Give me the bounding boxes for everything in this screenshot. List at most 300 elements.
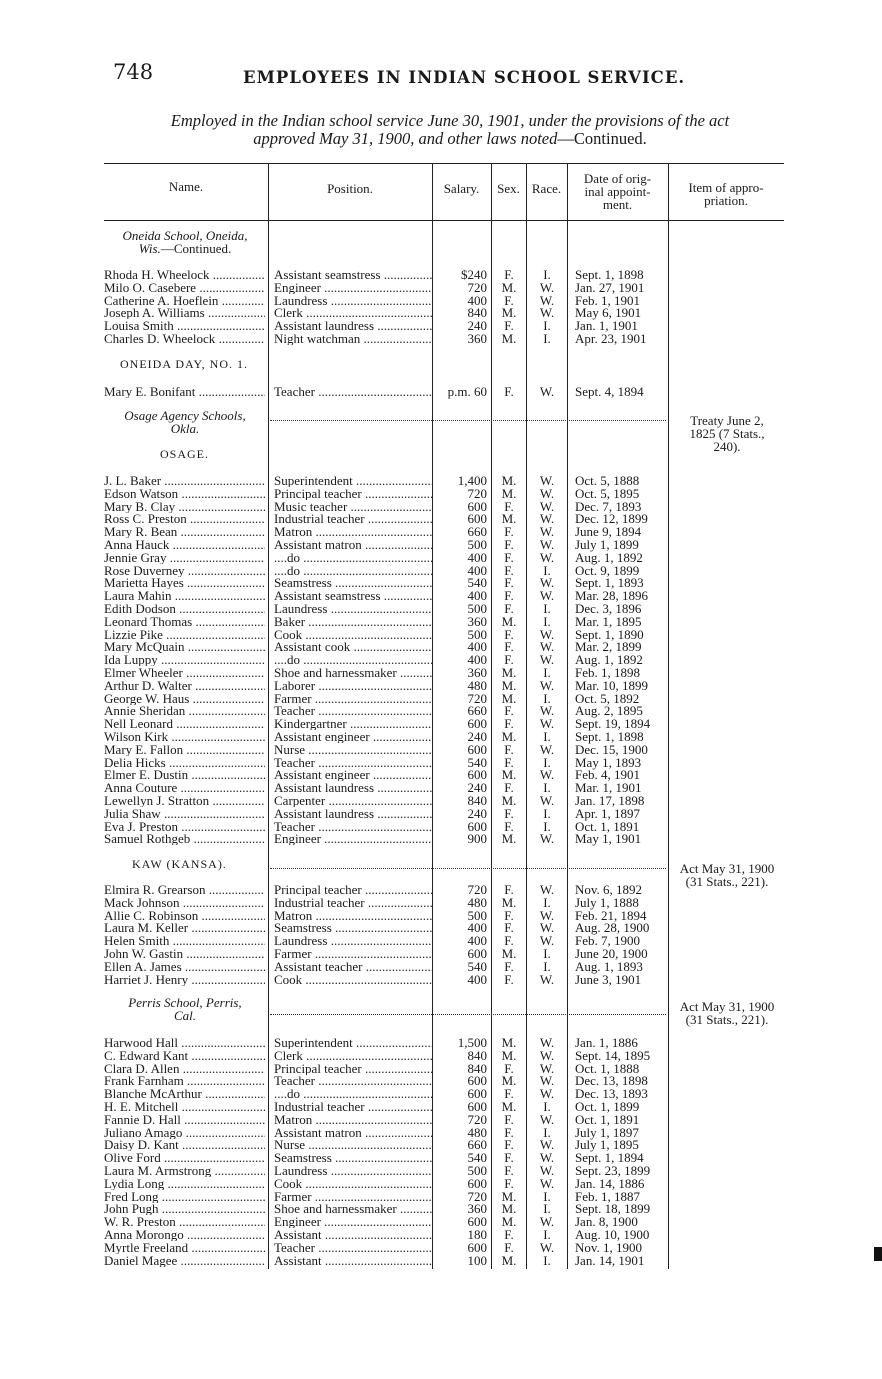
table-row: [0, 832, 882, 845]
employee-salary: 600: [467, 1214, 487, 1230]
employee-name: Daniel Magee .....: [104, 1254, 265, 1267]
table-row: [0, 281, 882, 294]
employee-sex: F.: [504, 575, 514, 591]
employee-sex: F.: [504, 1086, 514, 1102]
employee-position: Engineer .....: [274, 832, 432, 845]
employee-race: W.: [539, 907, 555, 923]
table-row: [0, 589, 882, 602]
table-row: [0, 730, 882, 743]
employee-name: Samuel Rothgeb .....: [104, 832, 265, 845]
section-heading-line: Cal.: [173, 1008, 197, 1023]
employee-name: Joseph A. Williams .....: [104, 306, 265, 319]
employee-race: I.: [543, 780, 551, 796]
appointment-date: Dec. 12, 1899: [575, 511, 648, 527]
employee-salary: 720: [467, 690, 487, 706]
appointment-date: Apr. 23, 1901: [575, 331, 647, 346]
employee-name: Lizzie Pike .....: [104, 628, 265, 641]
employee-sex: F.: [504, 562, 514, 578]
employee-name: Blanche McArthur .....: [104, 1087, 265, 1100]
appointment-date: Sept. 1, 1898: [575, 267, 644, 282]
section-heading-continued: —Continued.: [160, 241, 232, 256]
appointment-date: Aug. 10, 1900: [575, 1227, 650, 1242]
employee-name: Edith Dodson .....: [104, 602, 265, 615]
table-row: [0, 1241, 882, 1254]
employee-position: Matron .....: [274, 1113, 432, 1126]
employee-name: Laura M. Armstrong .....: [104, 1164, 265, 1177]
employee-race: W.: [539, 831, 555, 847]
table-row: [0, 1228, 882, 1241]
appointment-date: Sept. 4, 1894: [575, 384, 644, 399]
employee-sex: F.: [504, 780, 514, 796]
appropriation-line: Act May 31, 1900: [679, 999, 775, 1014]
employee-race: I.: [543, 331, 551, 346]
employee-sex: F.: [504, 1124, 514, 1140]
employee-race: I.: [543, 613, 551, 629]
appropriation-perris: [672, 1000, 782, 1026]
employee-salary: 400: [467, 639, 487, 655]
employee-sex: F.: [504, 703, 514, 719]
employee-salary: 500: [467, 626, 487, 642]
table-row: [0, 1087, 882, 1100]
employee-sex: F.: [504, 292, 514, 308]
employee-salary: 500: [467, 1163, 487, 1178]
employee-position: ....do .....: [274, 1087, 432, 1100]
table-row: [0, 921, 882, 934]
employee-position: Principal teacher .....: [274, 1062, 432, 1075]
header-sex: Sex.: [497, 181, 520, 196]
appointment-date: July 1, 1895: [575, 1137, 639, 1153]
employee-race: W.: [539, 793, 555, 808]
employee-position: Shoe and harnessmaker .....: [274, 666, 432, 679]
employee-position: Baker .....: [274, 615, 432, 628]
employee-salary: 240: [467, 729, 487, 744]
employee-sex: M.: [501, 1188, 517, 1204]
employee-race: I.: [543, 754, 551, 770]
appointment-date: Sept. 1, 1893: [575, 575, 644, 591]
employee-position: Teacher .....: [274, 1241, 432, 1254]
employee-position: Kindergartner .....: [274, 717, 432, 730]
employee-race: W.: [539, 588, 555, 604]
employee-position: Cook .....: [274, 973, 432, 986]
table-row: [0, 717, 882, 730]
table-row: [0, 704, 882, 717]
employee-race: W.: [539, 1111, 555, 1127]
employee-sex: M.: [501, 485, 517, 501]
appointment-date: June 20, 1900: [575, 946, 648, 961]
appointment-date: Jan. 27, 1901: [575, 279, 645, 295]
table-row: [0, 666, 882, 679]
table-top-rule: [104, 163, 784, 164]
table-row: [0, 756, 882, 769]
employee-race: I.: [543, 818, 551, 834]
appointment-date: Aug. 1, 1893: [575, 958, 643, 974]
employee-race: W.: [539, 639, 555, 655]
caption-line-2: [112, 130, 788, 148]
table-row: [0, 960, 882, 973]
employee-salary: 100: [467, 1252, 487, 1268]
appointment-date: Feb. 4, 1901: [575, 767, 640, 783]
table-row: [0, 385, 882, 398]
section-heading-perris: [104, 996, 266, 1022]
table-row: [0, 1215, 882, 1228]
employee-salary: 840: [467, 793, 487, 808]
employee-race: W.: [539, 716, 555, 732]
employee-name: Mary E. Bonifant .....: [104, 385, 265, 398]
table-row: [0, 692, 882, 705]
employee-name: Laura M. Keller .....: [104, 921, 265, 934]
employee-name: Olive Ford .....: [104, 1151, 265, 1164]
appointment-date: Sept. 14, 1895: [575, 1047, 651, 1063]
employee-name: Rhoda H. Wheelock .....: [104, 268, 265, 281]
employee-sex: F.: [504, 920, 514, 936]
employee-position: Laborer .....: [274, 679, 432, 692]
employee-name: J. L. Baker .....: [104, 474, 265, 487]
employee-name: H. E. Mitchell .....: [104, 1100, 265, 1113]
employee-salary: 540: [467, 1150, 487, 1166]
header-date-line: ment.: [602, 197, 633, 212]
appointment-date: July 1, 1897: [575, 1124, 639, 1140]
employee-salary: 600: [467, 1099, 487, 1114]
employee-name: Fannie D. Hall .....: [104, 1113, 265, 1126]
employee-salary: 600: [467, 741, 487, 757]
appointment-date: Sept. 1, 1894: [575, 1150, 644, 1166]
employee-position: Music teacher .....: [274, 500, 432, 513]
employee-name: Milo O. Casebere .....: [104, 281, 265, 294]
appointment-date: Nov. 1, 1900: [575, 1239, 643, 1255]
table-row: [0, 820, 882, 833]
employee-position: Industrial teacher .....: [274, 512, 432, 525]
section-heading-oneida: [104, 229, 266, 255]
section-heading-line: Perris School, Perris,: [128, 995, 242, 1010]
employee-race: W.: [539, 1073, 555, 1089]
appointment-date: Mar. 2, 1899: [575, 639, 642, 655]
table-caption: [112, 112, 788, 148]
table-row: [0, 551, 882, 564]
employee-sex: F.: [504, 267, 514, 282]
employee-sex: M.: [501, 1047, 517, 1063]
employee-race: I.: [543, 958, 551, 974]
employee-race: W.: [539, 703, 555, 719]
appointment-date: Dec. 7, 1893: [575, 498, 642, 514]
employee-name: Mary McQuain .....: [104, 640, 265, 653]
employee-position: Teacher .....: [274, 385, 432, 398]
table-row: [0, 615, 882, 628]
employee-name: Annie Sheridan .....: [104, 704, 265, 717]
employee-name: Edson Watson .....: [104, 487, 265, 500]
employee-position: Farmer .....: [274, 947, 432, 960]
employee-name: Charles D. Wheelock .....: [104, 332, 265, 345]
employee-salary: 360: [467, 665, 487, 680]
header-bottom-rule: [104, 220, 784, 221]
employee-salary: 600: [467, 818, 487, 834]
employee-position: Laundress .....: [274, 294, 432, 307]
employee-name: Arthur D. Walter .....: [104, 679, 265, 692]
appointment-date: Feb. 7, 1900: [575, 933, 640, 949]
employee-position: Assistant matron .....: [274, 538, 432, 551]
employee-position: Nurse .....: [274, 743, 432, 756]
table-row: [0, 564, 882, 577]
employee-position: Clerk .....: [274, 306, 432, 319]
employee-salary: 720: [467, 485, 487, 501]
appointment-date: Feb. 21, 1894: [575, 907, 647, 923]
employee-race: W.: [539, 1214, 555, 1230]
appointment-date: Jan. 14, 1886: [575, 1175, 645, 1191]
table-row: [0, 538, 882, 551]
employee-position: Teacher .....: [274, 704, 432, 717]
employee-sex: M.: [501, 1252, 517, 1268]
employee-race: I.: [543, 1201, 551, 1217]
employee-race: W.: [539, 1163, 555, 1178]
employee-race: I.: [543, 267, 551, 282]
employee-salary: 400: [467, 652, 487, 668]
running-head: EMPLOYEES IN INDIAN SCHOOL SERVICE.: [243, 68, 686, 87]
employee-salary: $240: [461, 267, 487, 282]
employee-race: W.: [539, 524, 555, 540]
employee-position: Assistant .....: [274, 1228, 432, 1241]
employee-salary: 400: [467, 292, 487, 308]
appointment-date: Oct. 1, 1899: [575, 1099, 640, 1114]
employee-sex: M.: [501, 946, 517, 961]
page-number: 748: [113, 60, 154, 84]
employee-salary: 1,500: [457, 1035, 487, 1050]
employee-sex: F.: [504, 537, 514, 552]
table-row: [0, 1100, 882, 1113]
employee-position: Laundress .....: [274, 1164, 432, 1177]
employee-name: Lewellyn J. Stratton .....: [104, 794, 265, 807]
employee-sex: F.: [504, 1163, 514, 1178]
employee-position: Seamstress .....: [274, 1151, 432, 1164]
employee-race: W.: [539, 971, 555, 987]
employee-position: Shoe and harnessmaker .....: [274, 1202, 432, 1215]
appointment-date: May 1, 1893: [575, 754, 642, 770]
employee-sex: F.: [504, 588, 514, 604]
employee-position: Superintendent .....: [274, 1036, 432, 1049]
appointment-date: May 6, 1901: [575, 305, 642, 321]
table-row: [0, 1202, 882, 1215]
employee-salary: 660: [467, 1137, 487, 1153]
appropriation-osage: [672, 414, 782, 453]
employee-position: ....do .....: [274, 564, 432, 577]
employee-salary: 480: [467, 894, 487, 910]
employee-race: W.: [539, 652, 555, 668]
appointment-date: Feb. 1, 1901: [575, 292, 640, 308]
appointment-date: Sept. 1, 1898: [575, 729, 644, 744]
employee-salary: 600: [467, 767, 487, 783]
employee-position: Seamstress .....: [274, 921, 432, 934]
employee-sex: F.: [504, 626, 514, 642]
employee-race: W.: [539, 384, 555, 399]
header-appropriation-line: Item of appro-: [688, 180, 764, 195]
section-heading-osage-agency: [104, 409, 266, 435]
appointment-date: Sept. 1, 1890: [575, 626, 644, 642]
appointment-date: May 1, 1901: [575, 831, 642, 847]
employee-name: W. R. Preston .....: [104, 1215, 265, 1228]
header-appropriation: [668, 181, 784, 207]
section-rule: [270, 420, 666, 421]
employee-salary: 480: [467, 677, 487, 693]
employee-sex: M.: [501, 1073, 517, 1089]
appropriation-line: 240).: [713, 439, 741, 454]
employee-position: ....do .....: [274, 551, 432, 564]
employee-sex: M.: [501, 1035, 517, 1050]
header-date: [567, 172, 668, 211]
employee-salary: 500: [467, 907, 487, 923]
table-row: [0, 1254, 882, 1267]
employee-sex: F.: [504, 971, 514, 987]
appointment-date: Oct. 5, 1892: [575, 690, 640, 706]
employee-sex: F.: [504, 1111, 514, 1127]
employee-name: Mary E. Fallon .....: [104, 743, 265, 756]
employee-salary: 240: [467, 780, 487, 796]
table-row: [0, 934, 882, 947]
section-heading-oneida-day: ONEIDA DAY, NO. 1.: [120, 357, 249, 371]
employee-sex: F.: [504, 958, 514, 974]
employee-position: Assistant engineer .....: [274, 730, 432, 743]
employee-position: Principal teacher .....: [274, 883, 432, 896]
employee-race: I.: [543, 1124, 551, 1140]
appropriation-line: Treaty June 2,: [690, 413, 764, 428]
employee-race: I.: [543, 894, 551, 910]
employee-sex: F.: [504, 1137, 514, 1153]
employee-name: Clara D. Allen .....: [104, 1062, 265, 1075]
table-row: [0, 474, 882, 487]
employee-position: Carpenter .....: [274, 794, 432, 807]
employee-salary: 500: [467, 537, 487, 552]
table-row: [0, 1062, 882, 1075]
employee-sex: M.: [501, 729, 517, 744]
appointment-date: Aug. 28, 1900: [575, 920, 650, 936]
employee-salary: 360: [467, 331, 487, 346]
employee-position: Nurse .....: [274, 1138, 432, 1151]
employee-salary: 360: [467, 613, 487, 629]
employee-salary: p.m. 60: [447, 384, 487, 399]
employee-race: I.: [543, 318, 551, 334]
table-row: [0, 1036, 882, 1049]
header-name: Name.: [168, 179, 204, 194]
table-row: [0, 640, 882, 653]
employee-race: W.: [539, 511, 555, 527]
employee-race: I.: [543, 946, 551, 961]
table-row: [0, 807, 882, 820]
employee-race: W.: [539, 1060, 555, 1076]
table-row: [0, 500, 882, 513]
employee-salary: 720: [467, 882, 487, 897]
employee-salary: 600: [467, 1239, 487, 1255]
employee-position: Teacher .....: [274, 820, 432, 833]
appointment-date: Aug. 1, 1892: [575, 652, 643, 668]
employee-race: W.: [539, 882, 555, 897]
table-row: [0, 1074, 882, 1087]
employee-name: Elmer Wheeler .....: [104, 666, 265, 679]
employee-name: Mack Johnson .....: [104, 896, 265, 909]
employee-salary: 600: [467, 946, 487, 961]
employee-name: Anna Hauck .....: [104, 538, 265, 551]
employee-position: Seamstress .....: [274, 576, 432, 589]
employee-name: Louisa Smith .....: [104, 319, 265, 332]
employee-sex: F.: [504, 1060, 514, 1076]
employee-salary: 720: [467, 1111, 487, 1127]
employee-sex: F.: [504, 498, 514, 514]
employee-race: W.: [539, 767, 555, 783]
employee-name: Laura Mahin .....: [104, 589, 265, 602]
appointment-date: Jan. 17, 1898: [575, 793, 645, 808]
appointment-date: Mar. 28, 1896: [575, 588, 648, 604]
table-row: [0, 1049, 882, 1062]
employee-name: Anna Couture .....: [104, 781, 265, 794]
employee-sex: M.: [501, 1099, 517, 1114]
appropriation-line: 1825 (7 Stats.,: [689, 426, 765, 441]
table-row: [0, 306, 882, 319]
table-row: [0, 679, 882, 692]
employee-name: Daisy D. Kant .....: [104, 1138, 265, 1151]
employee-name: Ida Luppy .....: [104, 653, 265, 666]
appointment-date: Aug. 1, 1892: [575, 549, 643, 565]
employee-name: Fred Long .....: [104, 1190, 265, 1203]
employee-salary: 400: [467, 920, 487, 936]
appointment-date: Apr. 1, 1897: [575, 805, 640, 821]
employee-salary: 900: [467, 831, 487, 847]
appointment-date: Jan. 1, 1886: [575, 1035, 638, 1050]
employee-sex: F.: [504, 754, 514, 770]
appointment-date: Dec. 15, 1900: [575, 741, 648, 757]
employee-race: W.: [539, 537, 555, 552]
employee-name: Rose Duverney .....: [104, 564, 265, 577]
employee-sex: M.: [501, 793, 517, 808]
employee-position: Industrial teacher .....: [274, 896, 432, 909]
employee-sex: M.: [501, 279, 517, 295]
employee-race: I.: [543, 1099, 551, 1114]
appointment-date: Oct. 5, 1888: [575, 473, 640, 488]
employee-sex: F.: [504, 882, 514, 897]
table-row: [0, 947, 882, 960]
employee-name: Delia Hicks .....: [104, 756, 265, 769]
appointment-date: Sept. 23, 1899: [575, 1163, 651, 1178]
table-row: [0, 525, 882, 538]
employee-position: Farmer .....: [274, 1190, 432, 1203]
employee-name: Elmer E. Dustin .....: [104, 768, 265, 781]
appointment-date: Oct. 9, 1899: [575, 562, 640, 578]
employee-race: W.: [539, 498, 555, 514]
employee-race: W.: [539, 920, 555, 936]
employee-salary: 180: [467, 1227, 487, 1242]
employee-race: I.: [543, 1188, 551, 1204]
appointment-date: July 1, 1888: [575, 894, 639, 910]
section-rule: [270, 1014, 666, 1015]
section-heading-line: Oneida School, Oneida,: [122, 228, 248, 243]
employee-race: W.: [539, 485, 555, 501]
header-date-line: Date of orig-: [583, 171, 652, 186]
employee-sex: F.: [504, 601, 514, 616]
table-row: [0, 487, 882, 500]
table-row: [0, 602, 882, 615]
employee-sex: M.: [501, 677, 517, 693]
employee-name: Anna Morongo .....: [104, 1228, 265, 1241]
employee-race: I.: [543, 665, 551, 680]
table-row: [0, 973, 882, 986]
table-row: [0, 1138, 882, 1151]
employee-position: Matron .....: [274, 525, 432, 538]
employee-position: Engineer .....: [274, 1215, 432, 1228]
employee-sex: F.: [504, 549, 514, 565]
employee-position: Assistant seamstress .....: [274, 589, 432, 602]
table-row: [0, 628, 882, 641]
employee-sex: M.: [501, 831, 517, 847]
employee-race: I.: [543, 1252, 551, 1268]
employee-salary: 360: [467, 1201, 487, 1217]
employee-salary: 400: [467, 562, 487, 578]
employee-name: Juliano Amago .....: [104, 1126, 265, 1139]
employee-salary: 660: [467, 703, 487, 719]
